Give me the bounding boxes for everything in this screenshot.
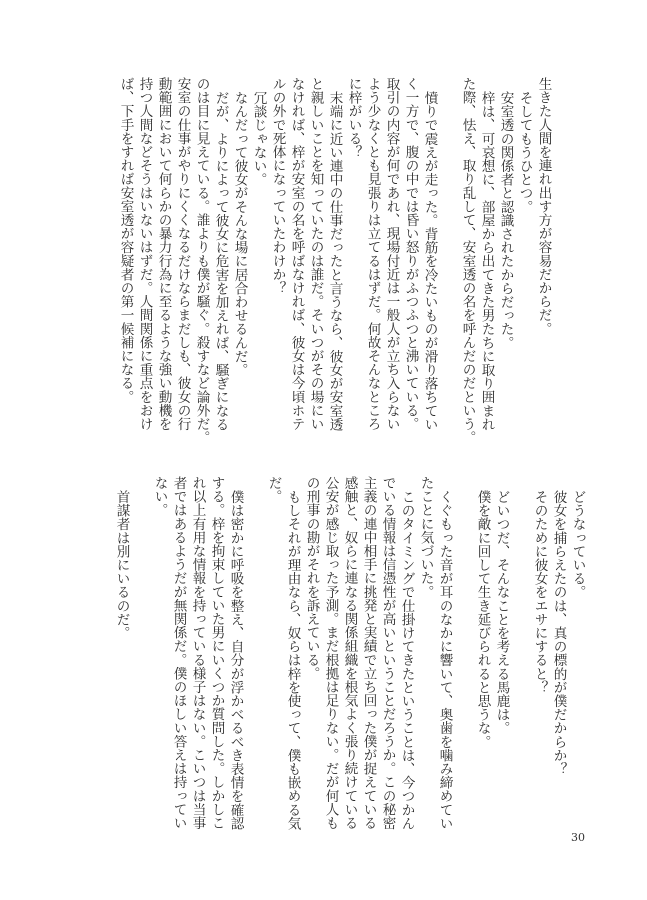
text-line: なければ、梓が安室の名を呼ばなければ、彼女は今頃ホテ: [288, 77, 305, 431]
text-line: 取引の内容が何であれ、現場付近は一般人が立ち入らない: [383, 77, 400, 431]
text-line: たことに気づいた。: [417, 476, 434, 599]
text-line: く一方で、腹の中では昏い怒りがふつふつと沸いている。: [402, 77, 419, 431]
text-line: ない。: [151, 476, 168, 517]
text-line: 安室の仕事がやりにくくなるだけならまだしも、彼女の行: [174, 77, 191, 431]
text-line: でいる情報は信憑性が高いということだろうか。この秘密: [379, 476, 396, 830]
text-line: そしてもうひとつ。: [516, 90, 533, 213]
text-line: もしそれが理由なら、奴らは梓を使って、僕も嵌める気: [284, 489, 301, 830]
text-section: [112, 476, 131, 838]
text-section: [473, 476, 511, 838]
text-line: する。梓を拘束していた男にいくつか質問した。しかしこ: [208, 476, 225, 830]
text-line: だが、よりによって彼女に危害を加えれば、騒ぎになる: [212, 90, 229, 431]
text-section: [150, 476, 245, 838]
text-line: くぐもった音が耳のなかに響いて、奥歯を噛み締めてい: [436, 489, 453, 830]
text-line: よう少なくとも見張りは立てるはずだ。何故そんなところ: [364, 77, 381, 431]
text-line: どうなっている。: [569, 489, 586, 599]
text-line: のは目に見えている。誰よりも僕が騒ぐ。殺すなど論外だ。: [193, 77, 210, 445]
page-number: 30: [571, 831, 585, 844]
text-line: どいつだ、そんなことを考える馬鹿は。: [493, 489, 510, 735]
text-line: た際、怯え、取り乱して、安室透の名を呼んだのだという。: [459, 77, 476, 445]
text-line: 安室透の関係者と認識されたからだった。: [497, 90, 514, 349]
text-line: 末端に近い連中の仕事だったと言うなら、彼女が安室透: [326, 90, 343, 431]
text-line: このタイミングで仕掛けてきたということは、今つかん: [398, 489, 415, 830]
text-line: の刑事の勘がそれを訴えている。: [303, 476, 320, 680]
text-line: 動範囲において何らかの暴力行為に至るような強い動機を: [155, 77, 172, 431]
text-line: 生きた人間を連れ出す方が容易だからだ。: [535, 77, 552, 336]
text-line: ば、下手をすれば安室透が容疑者の第一候補になる。: [117, 77, 134, 404]
text-section: [264, 476, 454, 838]
text-line: れ以上有用な情報を持っている様子はない。こいつは当事: [189, 476, 206, 830]
text-line: と親しいことを知っていたのは誰だ。そいつがその場にい: [307, 77, 324, 431]
upper-tier: [116, 77, 553, 445]
text-line: なんだって彼女がそんな場に居合わせるんだ。: [231, 90, 248, 377]
text-section: [530, 476, 587, 838]
text-line: ルの外で死体になっていたわけか？: [269, 77, 286, 295]
text-line: に梓がいる？: [345, 77, 362, 159]
text-line: 僕は密かに呼吸を整え、自分が浮かべるべき表情を確認: [227, 489, 244, 830]
text-line: 公安が感じ取った予測。まだ根拠は足りない。だが何人も: [322, 476, 339, 830]
text-line: 持つ人間などそうはいないはずだ。人間関係に重点をおけ: [136, 77, 153, 431]
text-line: 僕を敵に回して生き延びられると思うな。: [474, 489, 491, 748]
text-line: 冗談じゃない。: [250, 90, 267, 186]
lower-tier: [112, 476, 587, 838]
text-line: だ。: [265, 476, 282, 504]
text-section: [458, 77, 553, 445]
text-line: 首謀者は別にいるのだ。: [113, 489, 130, 640]
text-line: そのために彼女をエサにすると？: [531, 489, 548, 694]
text-line: 梓は、可哀想に、部屋から出てきた男たちに取り囲まれ: [478, 90, 495, 431]
text-line: 彼女を捕らえたのは、真の標的が僕だからか？: [550, 489, 567, 776]
text-line: 者ではあるようだが無関係だ。僕のほしい答えは持ってい: [170, 476, 187, 830]
text-line: 憤りで震えが走った。背筋を冷たいものが滑り落ちてい: [421, 90, 438, 431]
text-section: [116, 77, 439, 445]
text-line: 主義の連中相手に挑発と実績で立ち回った僕が捉えている: [360, 476, 377, 830]
text-line: 感触と、奴らに連なる関係組織を根気よく張り続けている: [341, 476, 358, 830]
